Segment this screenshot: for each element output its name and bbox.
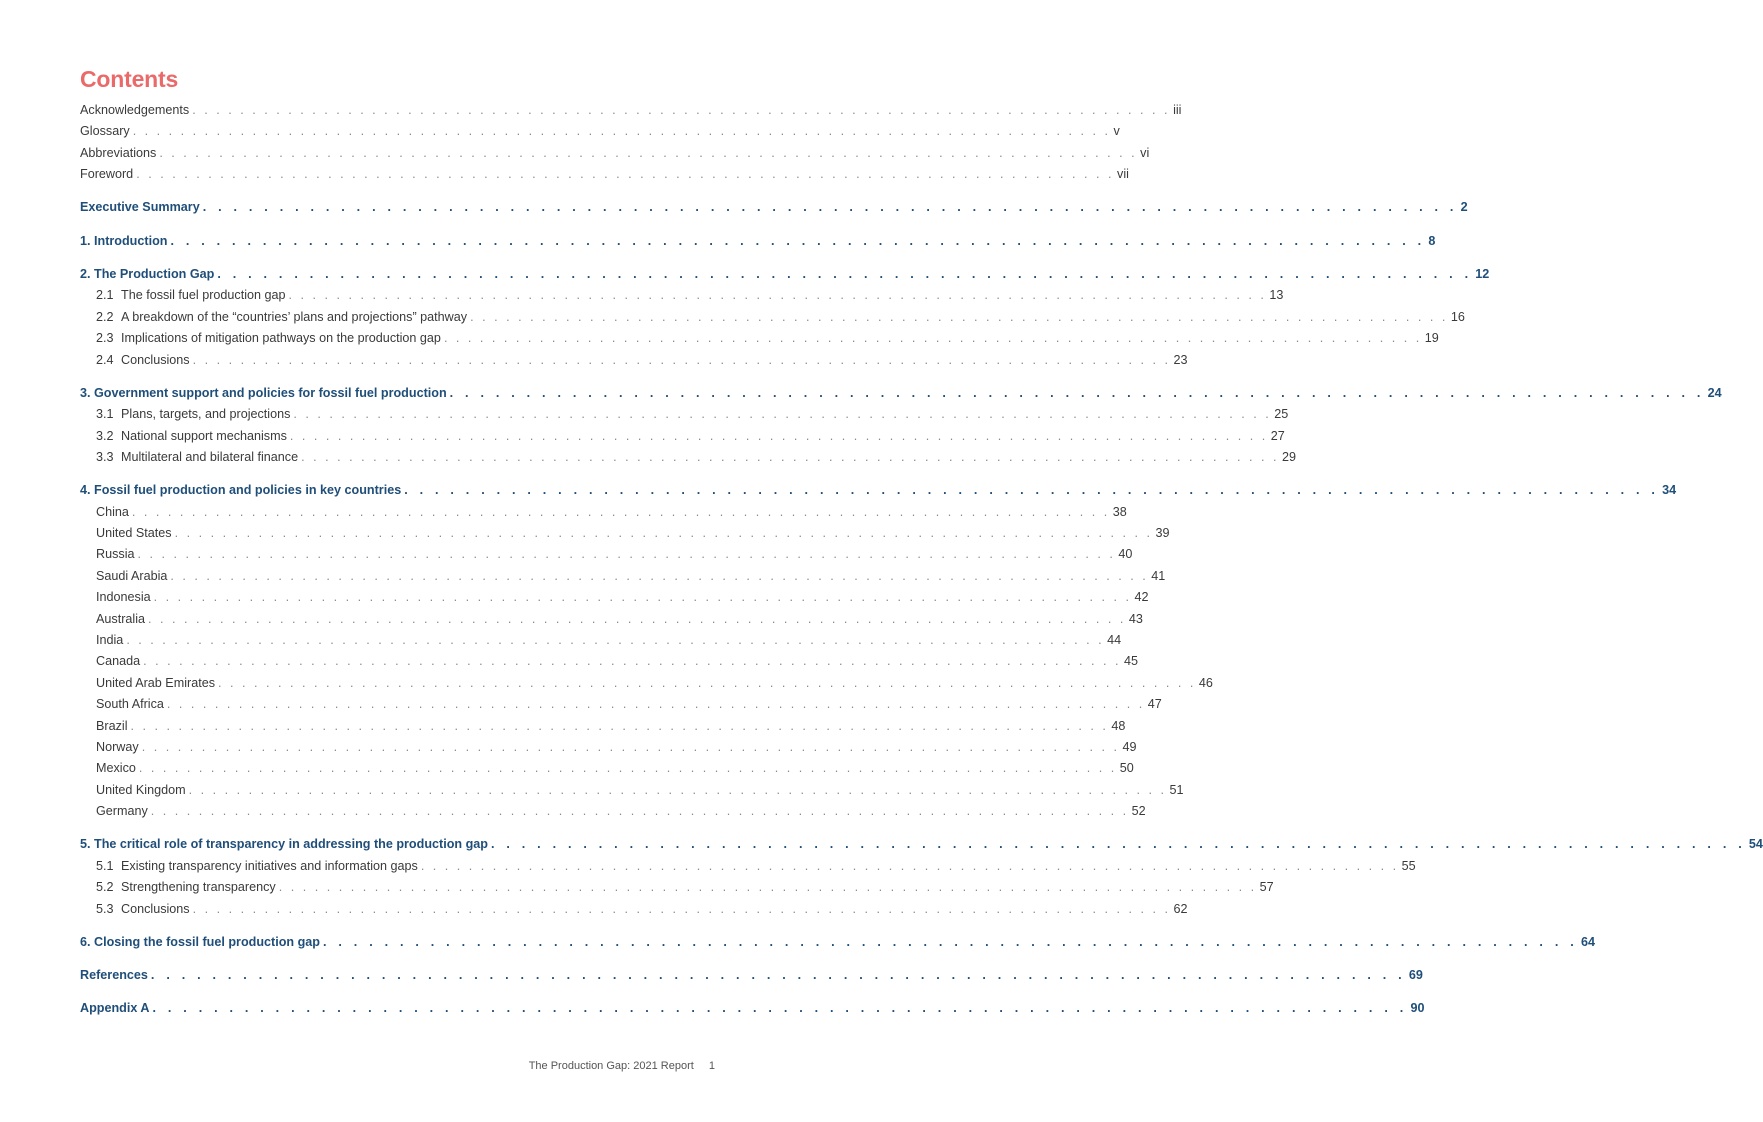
toc-page-number: 90 [1410, 1001, 1425, 1016]
toc-entry-label [80, 480, 401, 501]
dot-leader: . . . . . . . . . . . . . . . . . . . . . . . . . . . . . . . . . . . . . . . . . . . . . . . . . . . . . . . . . . . . . . . . . . . . . . . . . . . . . . . . . . [443, 331, 1422, 346]
dot-leader: . . . . . . . . . . . . . . . . . . . . . . . . . . . . . . . . . . . . . . . . . . . . . . . . . . . . . . . . . . . . . . . . . . . . . . . . . . . . . . . . . . [288, 288, 1267, 303]
toc-entry[interactable] [80, 694, 1162, 715]
toc-entry-label [80, 164, 133, 185]
dot-leader: . . . . . . . . . . . . . . . . . . . . . . . . . . . . . . . . . . . . . . . . . . . . . . . . . . . . . . . . . . . . . . . . . . . . . . . . . . . . . . . . . . [301, 450, 1279, 465]
toc-page-number: 25 [1274, 407, 1289, 422]
toc-entry-title: South Africa [96, 697, 164, 712]
toc-page-number: 57 [1259, 880, 1274, 895]
toc-page-number: 62 [1173, 901, 1188, 916]
toc-entry-label [80, 998, 150, 1019]
toc-entry-label [96, 801, 148, 822]
toc-page-number: 44 [1107, 633, 1122, 648]
toc-entry-label [96, 350, 190, 371]
toc-page-number: 40 [1118, 547, 1133, 562]
toc-section-number: 3.3 [96, 450, 114, 465]
toc-entry[interactable] [80, 899, 1188, 920]
toc-entry[interactable] [80, 121, 1120, 142]
dot-leader: . . . . . . . . . . . . . . . . . . . . . . . . . . . . . . . . . . . . . . . . . . . . . . . . . . . . . . . . . . . . . . . . . . . . . . . . . . . . . . . . . . [126, 633, 1105, 648]
toc-page-number: vii [1117, 167, 1129, 182]
toc-entry[interactable] [80, 544, 1133, 565]
dot-leader: . . . . . . . . . . . . . . . . . . . . . . . . . . . . . . . . . . . . . . . . . . . . . . . . . . . . . . . . . . . . . . . . . . . . . . . . . . . . . . . . . . [192, 901, 1171, 916]
toc-page-number: 51 [1169, 782, 1184, 797]
toc-entry[interactable] [80, 609, 1143, 630]
toc-entry[interactable] [80, 197, 1468, 218]
toc-entry[interactable] [80, 231, 1436, 252]
toc-entry[interactable] [80, 383, 1722, 404]
toc-page-number: 46 [1198, 675, 1213, 690]
toc-entry[interactable] [80, 426, 1285, 447]
dot-leader: . . . . . . . . . . . . . . . . . . . . . . . . . . . . . . . . . . . . . . . . . . . . . . . . . . . . . . . . . . . . . . . . . . . . . . . . . . . . . . . . . . [293, 407, 1272, 422]
toc-entry-label [96, 630, 123, 651]
dot-leader: . . . . . . . . . . . . . . . . . . . . . . . . . . . . . . . . . . . . . . . . . . . . . . . . . . . . . . . . . . . . . . . . . . . . . . . . . . . . . . . . . . [490, 837, 1746, 852]
toc-entry-label [96, 426, 287, 447]
toc-entry-title: Acknowledgements [80, 103, 190, 117]
toc-entry-title: Implications of mitigation pathways on the production gap [121, 331, 441, 346]
toc-entry-title: 5. The critical role of transparency in addressing the production gap [80, 837, 488, 852]
toc-page-number: 38 [1112, 504, 1127, 519]
toc-entry-label [80, 143, 156, 164]
toc-entry-title: Executive Summary [80, 200, 200, 215]
toc-entry-label [80, 231, 167, 252]
toc-entry[interactable] [80, 350, 1188, 371]
dot-leader: . . . . . . . . . . . . . . . . . . . . . . . . . . . . . . . . . . . . . . . . . . . . . . . . . . . . . . . . . . . . . . . . . . . . . . . . . . . . . . . . . . [404, 483, 1660, 498]
toc-entry-title: Mexico [96, 761, 136, 776]
dot-leader: . . . . . . . . . . . . . . . . . . . . . . . . . . . . . . . . . . . . . . . . . . . . . . . . . . . . . . . . . . . . . . . . . . . . . . . . . . . . . . . . . . [137, 547, 1116, 562]
toc-entry[interactable] [80, 566, 1166, 587]
toc-section-number: 2.1 [96, 288, 114, 303]
toc-entry-title: Appendix A [80, 1001, 150, 1016]
toc-entry-title: References [80, 968, 148, 983]
toc-page-number: 64 [1580, 934, 1595, 949]
toc-entry[interactable] [80, 404, 1289, 425]
toc-page-number: 13 [1269, 288, 1284, 303]
toc-entry-label [96, 716, 128, 737]
dot-leader: . . . . . . . . . . . . . . . . . . . . . . . . . . . . . . . . . . . . . . . . . . . . . . . . . . . . . . . . . . . . . . . . . . . . . . . . . . . . . . . . . . [170, 568, 1149, 583]
dot-leader: . . . . . . . . . . . . . . . . . . . . . . . . . . . . . . . . . . . . . . . . . . . . . . . . . . . . . . . . . . . . . . . . . . . . . . . . . . . . . . . . . . [136, 167, 1115, 182]
toc-page-number: 48 [1111, 718, 1126, 733]
dot-leader: . . . . . . . . . . . . . . . . . . . . . . . . . . . . . . . . . . . . . . . . . . . . . . . . . . . . . . . . . . . . . . . . . . . . . . . . . . . . . . . . . . [170, 233, 1426, 248]
toc-entry-label [96, 651, 140, 672]
dot-leader: . . . . . . . . . . . . . . . . . . . . . . . . . . . . . . . . . . . . . . . . . . . . . . . . . . . . . . . . . . . . . . . . . . . . . . . . . . . . . . . . . . [470, 309, 1448, 324]
toc-entry-label [80, 121, 130, 142]
toc-section-number: 5.2 [96, 880, 114, 895]
toc-page-number: 55 [1401, 858, 1416, 873]
toc-entry-title: Plans, targets, and projections [121, 407, 291, 422]
toc-section-number: 5.1 [96, 858, 114, 873]
dot-leader: . . . . . . . . . . . . . . . . . . . . . . . . . . . . . . . . . . . . . . . . . . . . . . . . . . . . . . . . . . . . . . . . . . . . . . . . . . . . . . . . . . [420, 858, 1399, 873]
toc-entry[interactable] [80, 143, 1150, 164]
toc-entry[interactable] [80, 758, 1134, 779]
dot-leader: . . . . . . . . . . . . . . . . . . . . . . . . . . . . . . . . . . . . . . . . . . . . . . . . . . . . . . . . . . . . . . . . . . . . . . . . . . . . . . . . . . [188, 782, 1167, 797]
toc-entry-title: China [96, 504, 129, 519]
toc-entry-title: Conclusions [121, 352, 190, 367]
toc-entry-title: United States [96, 526, 172, 541]
toc-page-number: 39 [1155, 526, 1170, 541]
footer-report-title: The Production Gap: 2021 Report [528, 1060, 694, 1072]
toc-entry-title: Conclusions [121, 901, 190, 916]
dot-leader: . . . . . . . . . . . . . . . . . . . . . . . . . . . . . . . . . . . . . . . . . . . . . . . . . . . . . . . . . . . . . . . . . . . . . . . . . . . . . . . . . . [150, 968, 1406, 983]
toc-entry-title: Multilateral and bilateral finance [121, 450, 299, 465]
toc-entry[interactable] [80, 307, 1465, 328]
toc-entry-label [80, 264, 214, 285]
dot-leader: . . . . . . . . . . . . . . . . . . . . . . . . . . . . . . . . . . . . . . . . . . . . . . . . . . . . . . . . . . . . . . . . . . . . . . . . . . . . . . . . . . [192, 352, 1171, 367]
toc-entry[interactable] [80, 480, 1677, 501]
toc-entry-label [96, 587, 151, 608]
dot-leader: . . . . . . . . . . . . . . . . . . . . . . . . . . . . . . . . . . . . . . . . . . . . . . . . . . . . . . . . . . . . . . . . . . . . . . . . . . . . . . . . . . [278, 880, 1257, 895]
toc-entry-title: Foreword [80, 167, 134, 182]
toc-entry-title: Existing transparency initiatives and information gaps [121, 858, 418, 873]
dot-leader: . . . . . . . . . . . . . . . . . . . . . . . . . . . . . . . . . . . . . . . . . . . . . . . . . . . . . . . . . . . . . . . . . . . . . . . . . . . . . . . . . . [449, 385, 1705, 400]
toc-page-number: 16 [1450, 309, 1465, 324]
dot-leader: . . . . . . . . . . . . . . . . . . . . . . . . . . . . . . . . . . . . . . . . . . . . . . . . . . . . . . . . . . . . . . . . . . . . . . . . . . . . . . . . . . [130, 718, 1109, 733]
toc-entry[interactable] [80, 998, 1425, 1019]
toc-page-number: 45 [1123, 654, 1138, 669]
dot-leader: . . . . . . . . . . . . . . . . . . . . . . . . . . . . . . . . . . . . . . . . . . . . . . . . . . . . . . . . . . . . . . . . . . . . . . . . . . . . . . . . . . [150, 804, 1129, 819]
toc-page-number: 41 [1151, 568, 1166, 583]
toc-entry-label [96, 307, 467, 328]
toc-entry-title: Germany [96, 804, 148, 819]
toc-entry[interactable] [80, 651, 1138, 672]
toc-entry[interactable] [80, 834, 1763, 855]
toc-entry-label [96, 523, 172, 544]
toc-entry-label [80, 383, 447, 404]
toc-page-number: 23 [1173, 352, 1188, 367]
dot-leader: . . . . . . . . . . . . . . . . . . . . . . . . . . . . . . . . . . . . . . . . . . . . . . . . . . . . . . . . . . . . . . . . . . . . . . . . . . . . . . . . . . [131, 504, 1110, 519]
toc-entry[interactable] [80, 673, 1213, 694]
toc-page-number: 69 [1408, 968, 1423, 983]
toc-entry-title: Abbreviations [80, 145, 157, 160]
dot-leader: . . . . . . . . . . . . . . . . . . . . . . . . . . . . . . . . . . . . . . . . . . . . . . . . . . . . . . . . . . . . . . . . . . . . . . . . . . . . . . . . . . [289, 428, 1268, 443]
toc-entry-label [96, 673, 215, 694]
toc-page-number: v [1113, 124, 1120, 139]
toc-entry-label [80, 100, 189, 121]
dot-leader: . . . . . . . . . . . . . . . . . . . . . . . . . . . . . . . . . . . . . . . . . . . . . . . . . . . . . . . . . . . . . . . . . . . . . . . . . . . . . . . . . . [148, 611, 1126, 626]
toc-page-number: 29 [1281, 450, 1296, 465]
page-footer [529, 1060, 715, 1072]
dot-leader: . . . . . . . . . . . . . . . . . . . . . . . . . . . . . . . . . . . . . . . . . . . . . . . . . . . . . . . . . . . . . . . . . . . . . . . . . . . . . . . . . . [132, 124, 1111, 139]
toc-entry-title: Russia [96, 547, 135, 562]
toc-entry-label [80, 834, 488, 855]
dot-leader: . . . . . . . . . . . . . . . . . . . . . . . . . . . . . . . . . . . . . . . . . . . . . . . . . . . . . . . . . . . . . . . . . . . . . . . . . . . . . . . . . . [202, 200, 1458, 215]
toc-section-number: 5.3 [96, 901, 114, 916]
toc-entry-title: Norway [96, 740, 139, 754]
toc-entry-label [96, 780, 186, 801]
toc-entry[interactable] [80, 780, 1184, 801]
toc-page-number: 49 [1122, 740, 1137, 754]
toc-entry[interactable] [80, 932, 1595, 953]
dot-leader: . . . . . . . . . . . . . . . . . . . . . . . . . . . . . . . . . . . . . . . . . . . . . . . . . . . . . . . . . . . . . . . . . . . . . . . . . . . . . . . . . . [217, 267, 1473, 282]
toc-entry-label [80, 197, 200, 218]
toc-entry-title: Indonesia [96, 590, 151, 605]
toc-entry[interactable] [80, 716, 1126, 737]
toc-entry-title: Saudi Arabia [96, 568, 168, 583]
toc-entry[interactable] [80, 100, 1182, 121]
toc-entry-label [96, 285, 286, 306]
toc-section-number: 2.3 [96, 331, 114, 346]
dot-leader: . . . . . . . . . . . . . . . . . . . . . . . . . . . . . . . . . . . . . . . . . . . . . . . . . . . . . . . . . . . . . . . . . . . . . . . . . . . . . . . . . . [218, 675, 1196, 690]
toc-entry-title: 4. Fossil fuel production and policies in key countries [80, 483, 402, 498]
toc-page-number: iii [1173, 103, 1182, 117]
toc-entry-label [96, 404, 290, 425]
toc-entry[interactable] [80, 630, 1122, 651]
toc-entry-label [96, 447, 298, 468]
toc-entry-title: Brazil [96, 718, 128, 733]
toc-entry-label [96, 609, 145, 630]
toc-entry-label [96, 694, 164, 715]
toc-entry[interactable] [80, 587, 1149, 608]
footer-page-number: 1 [708, 1060, 715, 1072]
dot-leader: . . . . . . . . . . . . . . . . . . . . . . . . . . . . . . . . . . . . . . . . . . . . . . . . . . . . . . . . . . . . . . . . . . . . . . . . . . . . . . . . . . [159, 145, 1138, 160]
table-of-contents [80, 100, 1763, 1020]
toc-entry[interactable] [80, 285, 1284, 306]
dot-leader: . . . . . . . . . . . . . . . . . . . . . . . . . . . . . . . . . . . . . . . . . . . . . . . . . . . . . . . . . . . . . . . . . . . . . . . . . . . . . . . . . . [323, 934, 1578, 949]
toc-entry[interactable] [80, 877, 1274, 898]
toc-entry-label [96, 566, 167, 587]
dot-leader: . . . . . . . . . . . . . . . . . . . . . . . . . . . . . . . . . . . . . . . . . . . . . . . . . . . . . . . . . . . . . . . . . . . . . . . . . . . . . . . . . . [192, 103, 1171, 117]
toc-entry[interactable] [80, 328, 1439, 349]
toc-entry[interactable] [80, 164, 1129, 185]
toc-page-number: 50 [1119, 761, 1134, 776]
toc-entry-label [96, 328, 441, 349]
toc-section-number: 3.2 [96, 428, 114, 443]
toc-page-number: 42 [1134, 590, 1149, 605]
dot-leader: . . . . . . . . . . . . . . . . . . . . . . . . . . . . . . . . . . . . . . . . . . . . . . . . . . . . . . . . . . . . . . . . . . . . . . . . . . . . . . . . . . [138, 761, 1117, 776]
toc-entry-label [96, 502, 129, 523]
toc-page-number: 8 [1428, 233, 1436, 248]
toc-entry-title: Glossary [80, 124, 130, 139]
toc-entry-label [96, 899, 190, 920]
toc-page-number: 12 [1475, 267, 1490, 282]
toc-entry-title: 3. Government support and policies for fossil fuel production [80, 385, 447, 400]
toc-entry-title: 6. Closing the fossil fuel production gap [80, 934, 320, 949]
toc-entry-title: Australia [96, 611, 145, 626]
toc-entry-label [96, 737, 139, 758]
toc-entry[interactable] [80, 737, 1137, 758]
toc-page-number: 43 [1128, 611, 1143, 626]
toc-entry-label [96, 877, 276, 898]
toc-entry-title: A breakdown of the “countries’ plans and projections” pathway [121, 309, 468, 324]
toc-entry-title: National support mechanisms [121, 428, 287, 443]
toc-entry-title: 2. The Production Gap [80, 267, 215, 282]
toc-entry-title: India [96, 633, 124, 648]
toc-entry-title: United Kingdom [96, 782, 186, 797]
toc-section-number: 2.4 [96, 352, 114, 367]
toc-entry-label [80, 965, 148, 986]
toc-entry-title: 1. Introduction [80, 233, 168, 248]
toc-entry-label [80, 932, 320, 953]
toc-section-number: 2.2 [96, 309, 114, 324]
toc-entry-title: The fossil fuel production gap [121, 288, 286, 303]
toc-page-number: 2 [1460, 200, 1468, 215]
toc-page-number: 27 [1270, 428, 1285, 443]
toc-page-number: 24 [1707, 385, 1722, 400]
toc-page-number: 19 [1424, 331, 1439, 346]
toc-entry[interactable] [80, 801, 1146, 822]
toc-entry[interactable] [80, 447, 1296, 468]
dot-leader: . . . . . . . . . . . . . . . . . . . . . . . . . . . . . . . . . . . . . . . . . . . . . . . . . . . . . . . . . . . . . . . . . . . . . . . . . . . . . . . . . . [152, 1001, 1408, 1016]
toc-page-number: 34 [1662, 483, 1677, 498]
toc-entry-title: United Arab Emirates [96, 675, 215, 690]
toc-entry[interactable] [80, 264, 1490, 285]
dot-leader: . . . . . . . . . . . . . . . . . . . . . . . . . . . . . . . . . . . . . . . . . . . . . . . . . . . . . . . . . . . . . . . . . . . . . . . . . . . . . . . . . . [153, 590, 1132, 605]
dot-leader: . . . . . . . . . . . . . . . . . . . . . . . . . . . . . . . . . . . . . . . . . . . . . . . . . . . . . . . . . . . . . . . . . . . . . . . . . . . . . . . . . . [141, 740, 1120, 754]
toc-entry-label [96, 544, 135, 565]
toc-page-number: 52 [1131, 804, 1146, 819]
toc-page-number: 54 [1748, 837, 1763, 852]
toc-entry-title: Strengthening transparency [121, 880, 276, 895]
toc-entry-title: Canada [96, 654, 141, 669]
toc-entry-label [96, 758, 136, 779]
dot-leader: . . . . . . . . . . . . . . . . . . . . . . . . . . . . . . . . . . . . . . . . . . . . . . . . . . . . . . . . . . . . . . . . . . . . . . . . . . . . . . . . . . [166, 697, 1145, 712]
toc-entry[interactable] [80, 523, 1170, 544]
dot-leader: . . . . . . . . . . . . . . . . . . . . . . . . . . . . . . . . . . . . . . . . . . . . . . . . . . . . . . . . . . . . . . . . . . . . . . . . . . . . . . . . . . [143, 654, 1121, 669]
toc-page-number: vi [1140, 145, 1150, 160]
dot-leader: . . . . . . . . . . . . . . . . . . . . . . . . . . . . . . . . . . . . . . . . . . . . . . . . . . . . . . . . . . . . . . . . . . . . . . . . . . . . . . . . . . [174, 526, 1153, 541]
toc-entry[interactable] [80, 856, 1416, 877]
page-title: Contents [80, 66, 179, 92]
toc-entry[interactable] [80, 502, 1127, 523]
toc-entry-label [96, 856, 418, 877]
toc-page-number: 47 [1147, 697, 1162, 712]
toc-entry[interactable] [80, 965, 1423, 986]
toc-section-number: 3.1 [96, 407, 114, 422]
